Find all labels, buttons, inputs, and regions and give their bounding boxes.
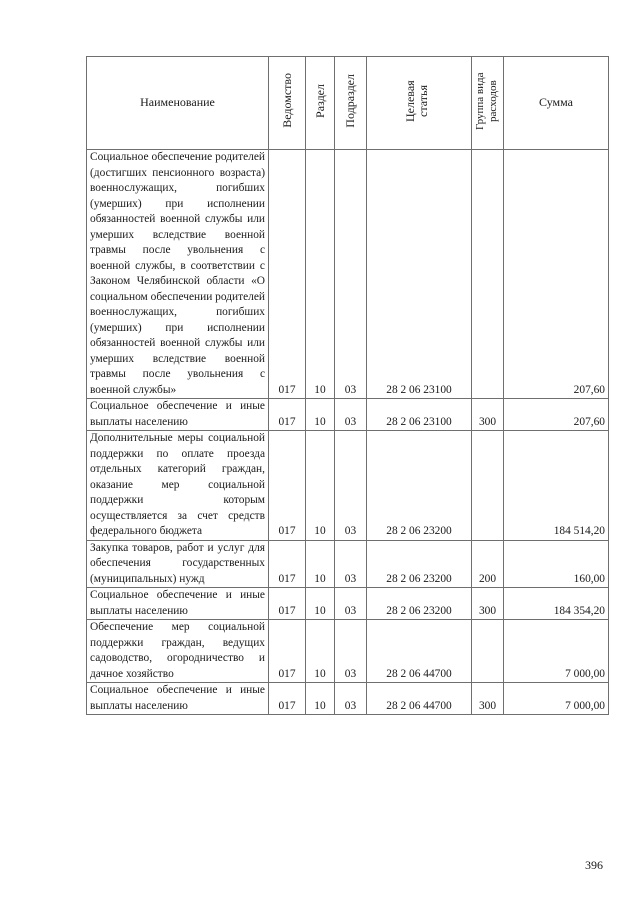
row-vedomstvo: 017: [269, 620, 306, 683]
row-razdel: 10: [306, 620, 335, 683]
row-group: [472, 150, 504, 399]
header-name: Наименование: [87, 57, 269, 150]
row-name: Социальное обеспечение и иные выплаты населению: [87, 399, 269, 431]
header-target: [367, 57, 472, 150]
row-razdel: 10: [306, 431, 335, 541]
row-razdel: 10: [306, 588, 335, 620]
row-vedomstvo: 017: [269, 588, 306, 620]
table-row: [87, 150, 609, 399]
row-vedomstvo: 017: [269, 431, 306, 541]
row-sum: 7 000,00: [504, 683, 609, 715]
row-group: 300: [472, 588, 504, 620]
table-row: [87, 540, 609, 588]
header-group: [472, 57, 504, 150]
row-target: 28 2 06 44700: [367, 620, 472, 683]
row-vedomstvo: 017: [269, 540, 306, 588]
row-razdel: 10: [306, 540, 335, 588]
header-vedomstvo-label: Ведомство: [279, 73, 294, 129]
row-group: 200: [472, 540, 504, 588]
row-name: Закупка товаров, работ и услуг для обеспечения государственных (муниципальных) нужд: [87, 540, 269, 588]
row-razdel: 10: [306, 683, 335, 715]
row-group: [472, 620, 504, 683]
row-sum: 7 000,00: [504, 620, 609, 683]
row-vedomstvo: 017: [269, 399, 306, 431]
table-row: [87, 399, 609, 431]
row-sum: 207,60: [504, 150, 609, 399]
row-razdel: 10: [306, 150, 335, 399]
table-row: [87, 620, 609, 683]
header-group-label: Группа вида расходов: [473, 72, 499, 130]
row-podrazdel: 03: [335, 540, 367, 588]
row-name: Обеспечение мер социальной поддержки граждан, ведущих садоводство, огородничество и дачное хозяйство: [87, 620, 269, 683]
header-row: [87, 57, 609, 150]
header-razdel: [306, 57, 335, 150]
row-podrazdel: 03: [335, 431, 367, 541]
row-sum: 207,60: [504, 399, 609, 431]
header-vedomstvo: [269, 57, 306, 150]
table-row: [87, 431, 609, 541]
row-sum: 184 514,20: [504, 431, 609, 541]
row-target: 28 2 06 44700: [367, 683, 472, 715]
header-razdel-label: Раздел: [312, 83, 327, 118]
table-row: [87, 588, 609, 620]
row-target: 28 2 06 23100: [367, 150, 472, 399]
row-podrazdel: 03: [335, 588, 367, 620]
row-podrazdel: 03: [335, 399, 367, 431]
row-target: 28 2 06 23100: [367, 399, 472, 431]
header-podrazdel-label: Подраздел: [343, 73, 357, 128]
budget-table: [86, 56, 609, 715]
row-name: Социальное обеспечение родителей (достигших пенсионного возраста) военнослужащих, погибших (умерших) при исполнении обязанностей военной службы или умерших вследствие военной травмы после увольнения с военной службы, в соответствии с Законом Челябинской области «О социальном обеспечении родителей военнослужащих, погибших (умерших) при исполнении обязанностей военной службы или умерших вследствие военной травмы после увольнения с военной службы»: [87, 150, 269, 399]
header-sum: Сумма: [504, 57, 609, 150]
row-vedomstvo: 017: [269, 150, 306, 399]
header-target-label: Целевая статья: [403, 79, 430, 122]
row-podrazdel: 03: [335, 150, 367, 399]
row-sum: 184 354,20: [504, 588, 609, 620]
row-target: 28 2 06 23200: [367, 540, 472, 588]
header-podrazdel: [335, 57, 367, 150]
table-row: [87, 683, 609, 715]
page-number: 396: [585, 858, 603, 872]
row-podrazdel: 03: [335, 683, 367, 715]
row-podrazdel: 03: [335, 620, 367, 683]
row-group: [472, 431, 504, 541]
row-name: Социальное обеспечение и иные выплаты населению: [87, 683, 269, 715]
row-sum: 160,00: [504, 540, 609, 588]
row-name: Дополнительные меры социальной поддержки по оплате проезда отдельных категорий граждан, оказание мер социальной поддержки которым осуществляется за счет средств федерального бюджета: [87, 431, 269, 541]
row-target: 28 2 06 23200: [367, 588, 472, 620]
row-razdel: 10: [306, 399, 335, 431]
row-group: 300: [472, 683, 504, 715]
row-vedomstvo: 017: [269, 683, 306, 715]
row-name: Социальное обеспечение и иные выплаты населению: [87, 588, 269, 620]
row-target: 28 2 06 23200: [367, 431, 472, 541]
row-group: 300: [472, 399, 504, 431]
